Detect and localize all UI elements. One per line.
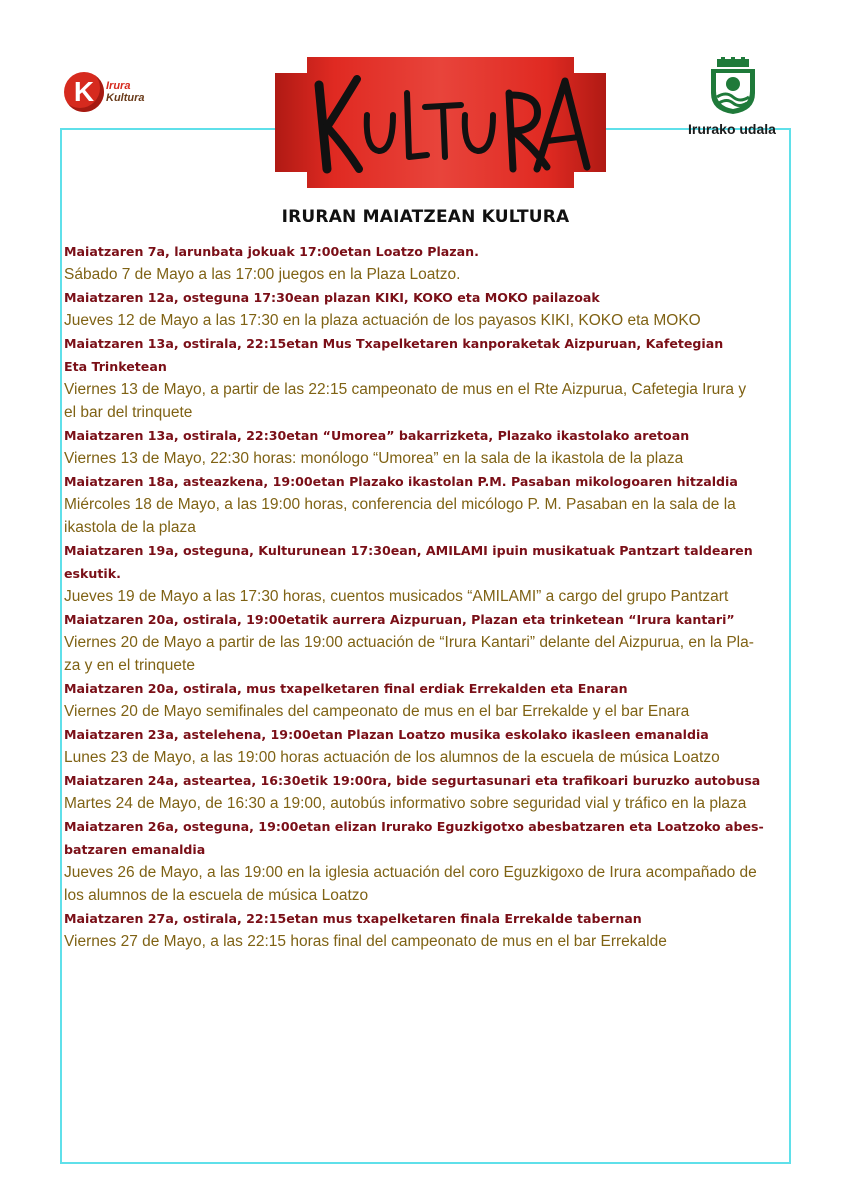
event-basque-line: Eta Trinketean: [64, 359, 167, 374]
event-spanish-line: za y en el trinquete: [64, 657, 195, 674]
event-basque-line: Maiatzaren 20a, ostirala, mus txapelketaren final erdiak Errekalden eta Enaran: [64, 681, 628, 696]
event-spanish-line: Viernes 20 de Mayo a partir de las 19:00 actuación de “Irura Kantari” delante del Aizpurua, en la Pla-: [64, 634, 754, 651]
irura-kultura-wordmark: [106, 80, 145, 104]
event-basque-line: Maiatzaren 27a, ostirala, 22:15etan mus txapelketaren finala Errekalde tabernan: [64, 911, 642, 926]
page-title: IRURAN MAIATZEAN KULTURA: [281, 207, 570, 227]
event-spanish-line: el bar del trinquete: [64, 404, 193, 421]
kultura-wordmark: [275, 57, 606, 188]
events-list: [64, 240, 784, 953]
udala-shield-icon: [708, 57, 758, 115]
event-basque-line: Maiatzaren 12a, osteguna 17:30ean plazan KIKI, KOKO eta MOKO pailazoak: [64, 290, 600, 305]
event-spanish-line: Viernes 20 de Mayo semifinales del campeonato de mus en el bar Errekalde y el bar Enara: [64, 703, 690, 720]
kultura-banner: [275, 57, 606, 188]
event-spanish-line: Martes 24 de Mayo, de 16:30 a 19:00, autobús informativo sobre seguridad vial y tráfico en la plaza: [64, 795, 747, 812]
event-item: [64, 470, 784, 539]
event-item: [64, 539, 784, 608]
irura-kultura-line2: Kultura: [106, 92, 145, 104]
event-basque-line: Maiatzaren 26a, osteguna, 19:00etan elizan Irurako Eguzkigotxo abesbatzaren eta Loatzoko abes-: [64, 819, 764, 834]
event-spanish-line: Jueves 19 de Mayo a las 17:30 horas, cuentos musicados “AMILAMI” a cargo del grupo Pantzart: [64, 588, 729, 605]
event-basque-line: Maiatzaren 13a, ostirala, 22:15etan Mus Txapelketaren kanporaketak Aizpuruan, Kafetegian: [64, 336, 724, 351]
irura-kultura-line1: Irura: [106, 80, 131, 92]
irurako-udala-logo: [668, 57, 796, 141]
event-item: [64, 608, 784, 677]
event-basque-line: Maiatzaren 19a, osteguna, Kulturunean 17:30ean, AMILAMI ipuin musikatuak Pantzart taldearen: [64, 543, 753, 558]
event-spanish-line: Jueves 12 de Mayo a las 17:30 en la plaza actuación de los payasos KIKI, KOKO eta MOKO: [64, 312, 701, 329]
event-basque-line: Maiatzaren 23a, astelehena, 19:00etan Plazan Loatzo musika eskolako ikasleen emanaldia: [64, 727, 709, 742]
irura-kultura-logo: [64, 72, 154, 116]
event-item: [64, 240, 784, 286]
event-item: [64, 677, 784, 723]
event-spanish-line: Viernes 13 de Mayo, a partir de las 22:15 campeonato de mus en el Rte Aizpurua, Cafetegia Irura y: [64, 381, 747, 398]
event-item: [64, 286, 784, 332]
event-spanish-line: Miércoles 18 de Mayo, a las 19:00 horas, conferencia del micólogo P. M. Pasaban en la sala de la: [64, 496, 736, 513]
event-basque-line: Maiatzaren 20a, ostirala, 19:00etatik aurrera Aizpuruan, Plazan eta trinketean “Irura kantari”: [64, 612, 735, 627]
event-item: [64, 769, 784, 815]
event-item: [64, 332, 784, 424]
event-spanish-line: Viernes 13 de Mayo, 22:30 horas: monólogo “Umorea” en la sala de la ikastola de la plaza: [64, 450, 684, 467]
event-item: [64, 723, 784, 769]
event-item: [64, 815, 784, 907]
irura-kultura-letter: K: [73, 76, 95, 107]
event-spanish-line: los alumnos de la escuela de música Loatzo: [64, 887, 369, 904]
event-basque-line: Maiatzaren 13a, ostirala, 22:30etan “Umorea” bakarrizketa, Plazako ikastolako aretoan: [64, 428, 690, 443]
event-spanish-line: Lunes 23 de Mayo, a las 19:00 horas actuación de los alumnos de la escuela de música Loatzo: [64, 749, 720, 766]
event-item: [64, 907, 784, 953]
event-spanish-line: Viernes 27 de Mayo, a las 22:15 horas final del campeonato de mus en el bar Errekalde: [64, 933, 667, 950]
udala-name: Irurako udala: [688, 121, 776, 137]
event-basque-line: batzaren emanaldia: [64, 842, 206, 857]
event-basque-line: eskutik.: [64, 566, 121, 581]
event-item: [64, 424, 784, 470]
event-spanish-line: Jueves 26 de Mayo, a las 19:00 en la iglesia actuación del coro Eguzkigoxo de Irura acompañado de: [64, 864, 757, 881]
event-basque-line: Maiatzaren 18a, asteazkena, 19:00etan Plazako ikastolan P.M. Pasaban mikologoaren hitzaldia: [64, 474, 738, 489]
event-basque-line: Maiatzaren 7a, larunbata jokuak 17:00etan Loatzo Plazan.: [64, 244, 479, 259]
event-basque-line: Maiatzaren 24a, asteartea, 16:30etik 19:00ra, bide segurtasunari eta trafikoari buruzko autobusa: [64, 773, 761, 788]
event-spanish-line: ikastola de la plaza: [64, 519, 196, 536]
event-spanish-line: Sábado 7 de Mayo a las 17:00 juegos en la Plaza Loatzo.: [64, 266, 461, 283]
